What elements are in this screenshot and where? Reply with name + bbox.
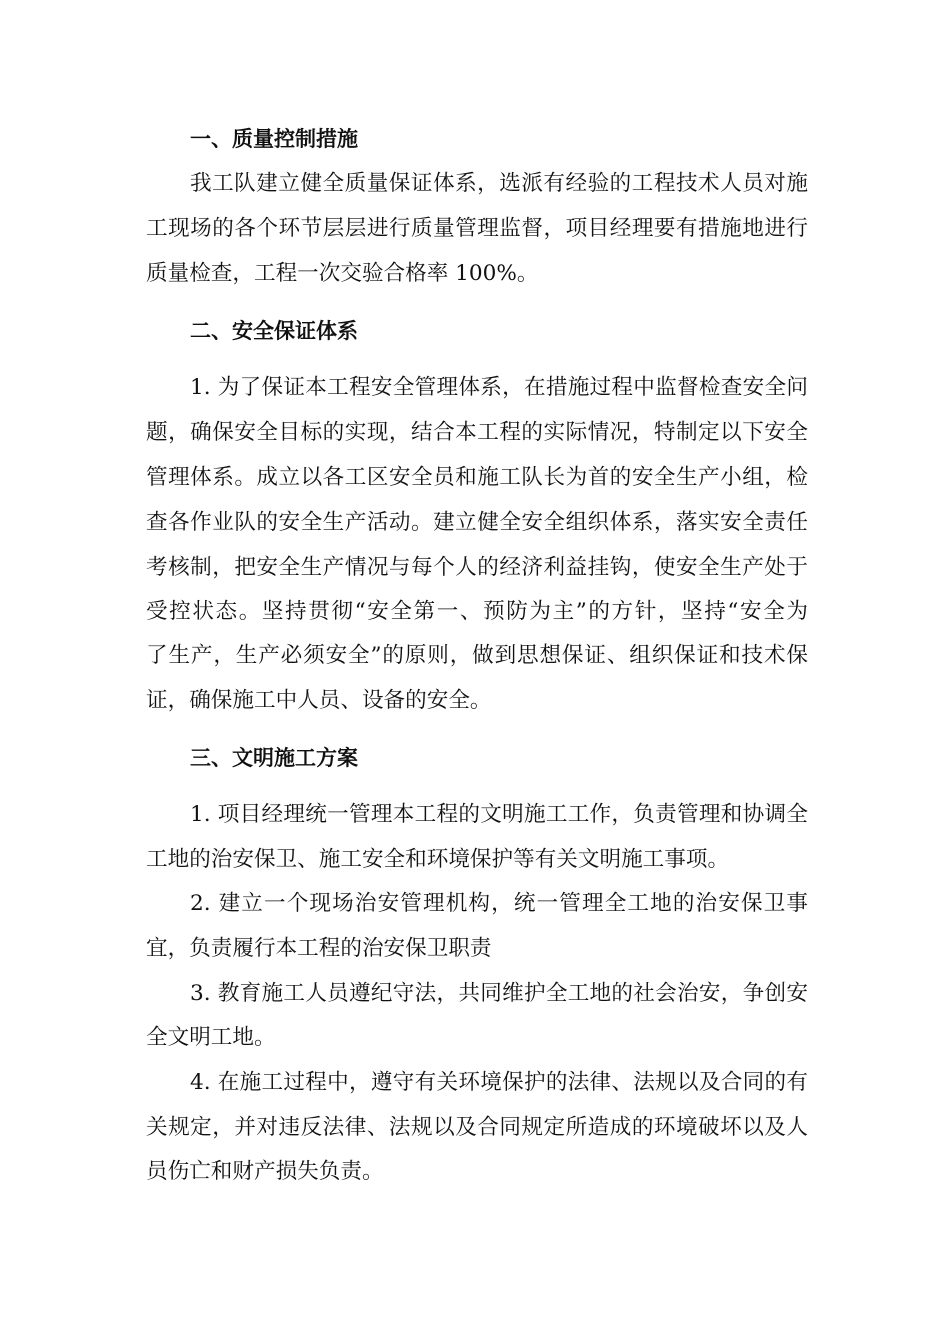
section-heading-civilized: 三、文明施工方案 (190, 746, 358, 770)
list-item-line: 1. 项目经理统一管理本工程的文明施工工作，负责管理和协调全 (190, 802, 808, 827)
paragraph-line: 证，确保施工中人员、设备的安全。 (146, 688, 492, 713)
list-item-line: 员伤亡和财产损失负责。 (146, 1159, 384, 1184)
paragraph-line: 工现场的各个环节层层进行质量管理监督，项目经理要有措施地进行 (146, 216, 808, 241)
list-item-line: 2. 建立一个现场治安管理机构，统一管理全工地的治安保卫事 (190, 891, 808, 916)
section-heading-safety: 二、安全保证体系 (190, 319, 358, 343)
paragraph-line: 1. 为了保证本工程安全管理体系，在措施过程中监督检查安全问 (190, 375, 808, 400)
paragraph-line: 质量检查，工程一次交验合格率 100%。 (146, 261, 539, 286)
section-heading-quality: 一、质量控制措施 (190, 127, 358, 151)
list-item-line: 工地的治安保卫、施工安全和环境保护等有关文明施工事项。 (146, 847, 730, 872)
list-item-line: 关规定，并对违反法律、法规以及合同规定所造成的环境破坏以及人 (146, 1115, 808, 1140)
paragraph-line: 考核制，把安全生产情况与每个人的经济利益挂钩，使安全生产处于 (146, 555, 808, 580)
paragraph-line: 了生产，生产必须安全”的原则，做到思想保证、组织保证和技术保 (146, 643, 808, 668)
paragraph-line: 管理体系。成立以各工区安全员和施工队长为首的安全生产小组，检 (146, 465, 808, 490)
list-item-line: 3. 教育施工人员遵纪守法，共同维护全工地的社会治安，争创安 (190, 981, 808, 1006)
paragraph-line: 我工队建立健全质量保证体系，选派有经验的工程技术人员对施 (190, 171, 808, 196)
list-item-line: 全文明工地。 (146, 1025, 276, 1050)
list-item-line: 宜，负责履行本工程的治安保卫职责 (146, 936, 492, 961)
paragraph-line: 受控状态。坚持贯彻“安全第一、预防为主”的方针，坚持“安全为 (146, 599, 808, 624)
paragraph-line: 查各作业队的安全生产活动。建立健全安全组织体系，落实安全责任 (146, 510, 808, 535)
paragraph-line: 题，确保安全目标的实现，结合本工程的实际情况，特制定以下安全 (146, 420, 808, 445)
list-item-line: 4. 在施工过程中，遵守有关环境保护的法律、法规以及合同的有 (190, 1070, 808, 1095)
